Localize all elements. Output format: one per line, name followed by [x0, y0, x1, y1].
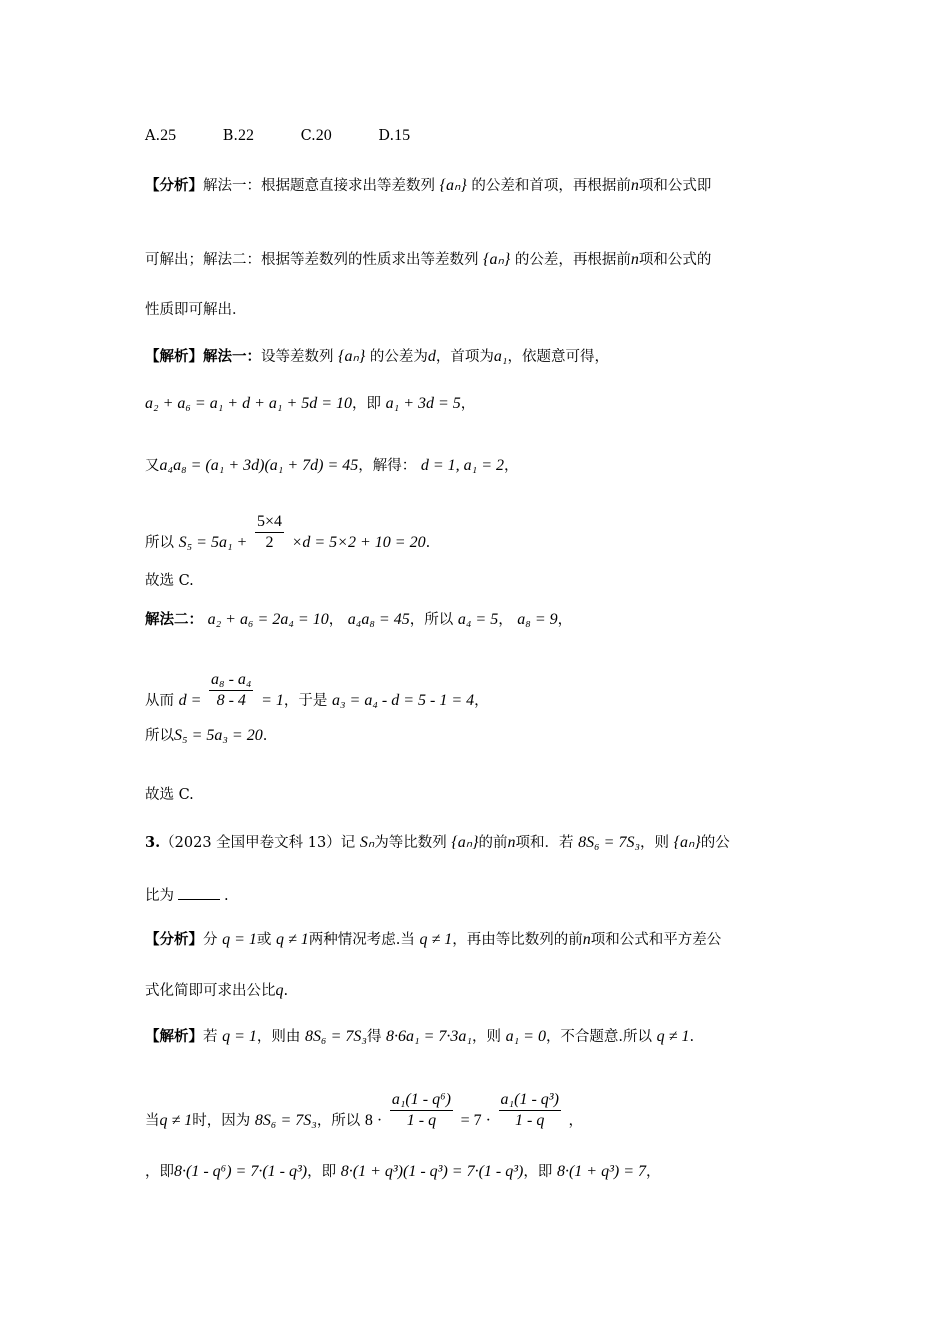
p3-solution-line-3: ，即8·(1 - q⁶) = 7·(1 - q³)，即 8·(1 + q³)(1 - q³) = 7·(1 - q³)，即 8·(1 + q³) = 7， [145, 1163, 661, 1180]
p3-analysis-line-2: 式化简即可求出公比q. [145, 982, 289, 999]
choose-c-2: 故选 C. [145, 787, 194, 803]
p3-analysis-line-1: 【分析】分 q = 1或 q ≠ 1两种情况考虑.当 q ≠ 1，再由等比数列的前n项和公式和平方差公 [145, 931, 722, 948]
fraction-q6: $\frac{\text{a₁(1 - q⁶)}}{1 - q}$ [391, 1091, 451, 1129]
answer-blank [178, 886, 220, 900]
solution-line-1: 【解析】解法一：设等差数列 {aₙ} 的公差为d，首项为a₁，依题意可得， [145, 348, 609, 365]
method2-line-3: 所以S₅ = 5a₃ = 20. [145, 727, 268, 744]
p3-solution-line-1: 【解析】若 q = 1，则由 8S₆ = 7S₃得 8·6a₁ = 7·3a₁，则 a₁ = 0，不合题意.所以 q ≠ 1. [145, 1028, 695, 1045]
fraction-a8-a4: $\frac{\text{a₈ - a₄}}{8 - 4}$ [211, 671, 252, 709]
choose-c-1: 故选 C. [145, 573, 194, 589]
equation-2: 又a₄a₈ = (a₁ + 3d)(a₁ + 7d) = 45，解得： d = 1, a₁ = 2， [145, 457, 519, 474]
problem-3-line-1: 3.（2023 全国甲卷文科 13）记 Sₙ为等比数列 {aₙ}的前n项和．若 8S₆ = 7S₃，则 {aₙ}的公 [145, 834, 730, 851]
option-b: B.22 [222, 127, 254, 144]
option-d: D.15 [378, 127, 411, 144]
equation-1: a₂ + a₆ = a₁ + d + a₁ + 5d = 10，即 a₁ + 3d = 5， [145, 395, 476, 412]
analysis-line-2: 可解出；解法二：根据等差数列的性质求出等差数列 {aₙ} 的公差，再根据前n项和公式的 [145, 251, 712, 268]
equation-3: 所以 S₅ = 5a₁ + $\frac{5\times 4}{2}$ ×d = 5×2 + 10 = 20. [145, 513, 431, 551]
method2-line-2: 从而 d = $\frac{\text{a₈ - a₄}}{8 - 4}$ = 1，于是 a₃ = a₄ - d = 5 - 1 = 4， [145, 671, 489, 709]
p3-solution-line-2: 当q ≠ 1时，因为 8S₆ = 7S₃，所以 8 · $\frac{\text{a₁(1 - q⁶)}}{1 - q}$ = 7 · $\frac{\text{a₁(1 - q³)}}{1 - q}$ ， [145, 1091, 583, 1129]
analysis-line-3: 性质即可解出． [145, 302, 247, 318]
fraction-5x4-over-2: $\frac{5\times 4}{2}$ [256, 513, 282, 551]
fraction-q3: $\frac{\text{a₁(1 - q³)}}{1 - q}$ [500, 1091, 559, 1129]
option-c: C.20 [300, 127, 332, 144]
problem-3-line-2: 比为 . [145, 888, 229, 904]
answer-options [145, 128, 410, 144]
analysis-line-1: 【分析】解法一：根据题意直接求出等差数列 {aₙ} 的公差和首项，再根据前n项和公式即 [145, 177, 712, 194]
option-a: A.25 [145, 127, 177, 144]
method2-line-1: 解法二： a₂ + a₆ = 2a₄ = 10， a₄a₈ = 45，所以 a₄ = 5， a₈ = 9， [145, 611, 573, 628]
